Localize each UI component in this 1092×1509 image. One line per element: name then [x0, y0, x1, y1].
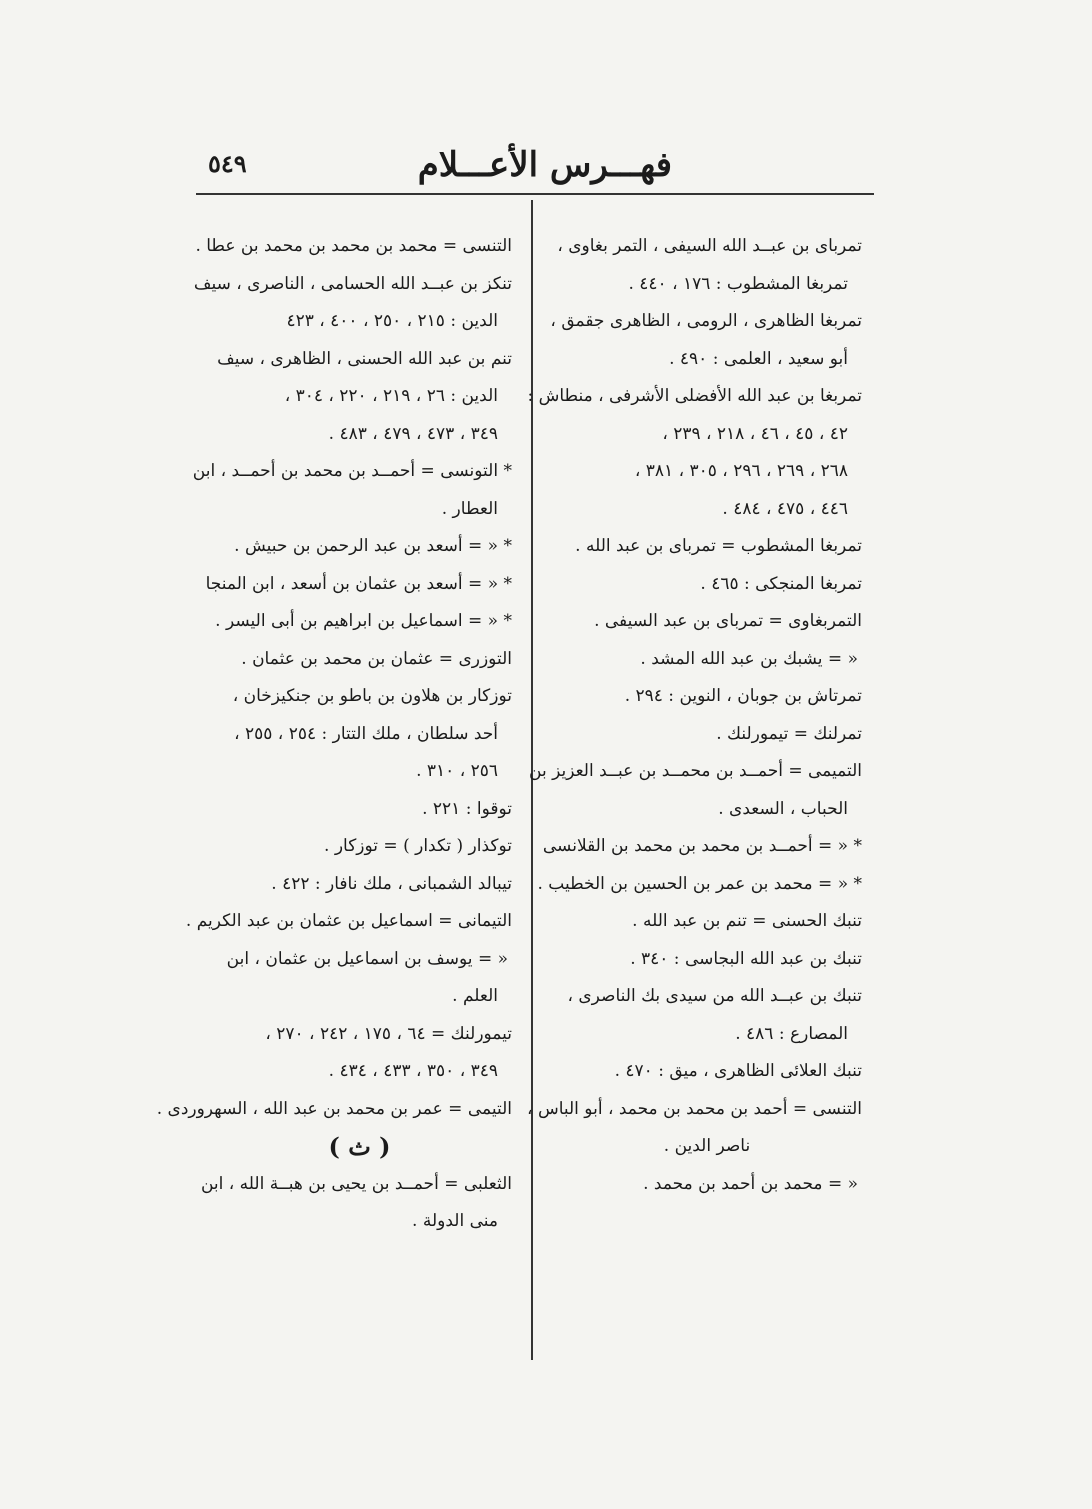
index-entry: * « = اسماعيل بن ابراهيم بن أبى اليسر .: [215, 611, 512, 631]
index-entry: التميمى = أحمــد بن محمــد بن عبــد العزيز بن: [529, 761, 862, 781]
index-entry: « = يوسف بن اسماعيل بن عثمان ، ابن: [226, 948, 508, 969]
index-entry-continuation: الدين : ٢٦ ، ٢١٩ ، ٢٢٠ ، ٣٠٤ ،: [284, 386, 498, 406]
index-column-left: [156, 228, 512, 1241]
index-entry: التوزرى = عثمان بن محمد بن عثمان .: [241, 648, 512, 669]
index-entry: توكذار ( تكدار ) = توزكار .: [324, 836, 512, 856]
index-entry: تمرتاش بن جوبان ، النوين : ٢٩٤ .: [624, 686, 862, 706]
letter-heading: ( ث ): [328, 1132, 391, 1161]
index-entry: * « = أسعد بن عثمان بن أسعد ، ابن المنجا: [205, 573, 512, 594]
index-entry: تنبك العلائى الظاهرى ، ميق : ٤٧٠ .: [614, 1061, 862, 1081]
index-entry-continuation: المصارع : ٤٨٦ .: [735, 1023, 848, 1044]
index-entry: التمربغاوى = تمرباى بن عبد السيفى .: [594, 611, 862, 631]
index-entry: * « = أسعد بن عبد الرحمن بن حبيش .: [234, 536, 512, 556]
page-number: ٥٤٩: [208, 149, 247, 178]
index-entry-continuation: أحد سلطان ، ملك التتار : ٢٥٤ ، ٢٥٥ ،: [234, 723, 498, 744]
index-entry-continuation: الحباب ، السعدى .: [718, 798, 848, 819]
index-entry: تنم بن عبد الله الحسنى ، الظاهرى ، سيف: [217, 348, 512, 369]
index-entry: تيمورلنك = ٦٤ ، ١٧٥ ، ٢٤٢ ، ٢٧٠ ،: [265, 1023, 512, 1044]
index-entry: * « = محمد بن عمر بن الحسين بن الخطيب .: [537, 873, 862, 894]
page-title: فهـــرس الأعـــلام: [417, 145, 672, 185]
index-entry: تنبك بن عبد الله البجاسى : ٣٤٠ .: [630, 948, 862, 969]
index-entry: توزكار بن هلاون بن باطو بن جنكيزخان ،: [232, 686, 512, 706]
index-entry: تنبك بن عبــد الله من سيدى بك الناصرى ،: [567, 986, 862, 1006]
index-entry: تمربغا بن عبد الله الأفضلى الأشرفى ، منطاش :: [527, 386, 862, 406]
index-entry: التيمانى = اسماعيل بن عثمان بن عبد الكريم .: [185, 911, 512, 931]
index-entry: تمربغا المنجكى : ٤٦٥ .: [700, 573, 862, 594]
index-entry: التنسى = محمد بن محمد بن محمد بن عطا .: [195, 236, 512, 256]
index-entry: تمرلنك = تيمورلنك .: [716, 723, 862, 744]
index-column-right: [527, 228, 862, 1203]
index-entry: الثعلبى = أحمــد بن يحيى بن هبــة الله ، ابن: [200, 1173, 512, 1194]
index-entry-continuation: ٢٥٦ ، ٣١٠ .: [416, 761, 498, 781]
index-entry-continuation: الدين : ٢١٥ ، ٢٥٠ ، ٤٠٠ ، ٤٢٣: [286, 311, 498, 331]
index-entry: * التونسى = أحمــد بن محمد بن أحمــد ، ابن: [192, 461, 512, 481]
index-entry: تنكز بن عبــد الله الحسامى ، الناصرى ، سيف: [193, 273, 512, 294]
index-entry: تمرباى بن عبــد الله السيفى ، التمر بغاوى ،: [557, 236, 862, 256]
index-entry-continuation: ٤٢ ، ٤٥ ، ٤٦ ، ٢١٨ ، ٢٣٩ ،: [662, 423, 848, 444]
index-entry: تمربغا المشطوب = تمرباى بن عبد الله .: [575, 536, 862, 556]
index-entry: « = يشبك بن عبد الله المشد .: [640, 648, 858, 669]
page-header: [200, 145, 872, 193]
index-entry-continuation: ٣٤٩ ، ٣٥٠ ، ٤٣٣ ، ٤٣٤ .: [328, 1061, 498, 1081]
index-entry-continuation: ٣٤٩ ، ٤٧٣ ، ٤٧٩ ، ٤٨٣ .: [328, 423, 498, 444]
index-entry: التيمى = عمر بن محمد بن عبد الله ، السهروردى .: [156, 1098, 512, 1119]
index-entry: توقوا : ٢٢١ .: [422, 798, 512, 819]
index-entry-continuation: ٤٤٦ ، ٤٧٥ ، ٤٨٤ .: [722, 498, 848, 519]
index-entry: * « = أحمــد بن محمد بن محمد بن القلانسى: [542, 836, 862, 856]
index-entry: تيبالد الشمبانى ، ملك نافار : ٤٢٢ .: [271, 873, 512, 894]
index-entry: تمربغا الظاهرى ، الرومى ، الظاهرى جقمق ،: [550, 311, 862, 331]
index-entry-continuation: العطار .: [441, 498, 498, 519]
index-entry-continuation: تمربغا المشطوب : ١٧٦ ، ٤٤٠ .: [628, 273, 848, 294]
index-entry-continuation: منى الدولة .: [412, 1211, 498, 1231]
index-entry-continuation: أبو سعيد ، العلمى : ٤٩٠ .: [669, 348, 848, 369]
index-entry-continuation: ناصر الدين .: [663, 1136, 751, 1156]
header-rule: [196, 193, 874, 195]
index-entry-continuation: ٢٦٨ ، ٢٦٩ ، ٢٩٦ ، ٣٠٥ ، ٣٨١ ،: [634, 461, 848, 481]
index-entry-continuation: العلم .: [452, 986, 498, 1006]
index-entry: تنبك الحسنى = تنم بن عبد الله .: [632, 911, 862, 931]
index-entry: التنسى = أحمد بن محمد بن محمد ، أبو الباس ،: [527, 1098, 862, 1119]
index-entry: « = محمد بن أحمد بن محمد .: [643, 1173, 858, 1194]
